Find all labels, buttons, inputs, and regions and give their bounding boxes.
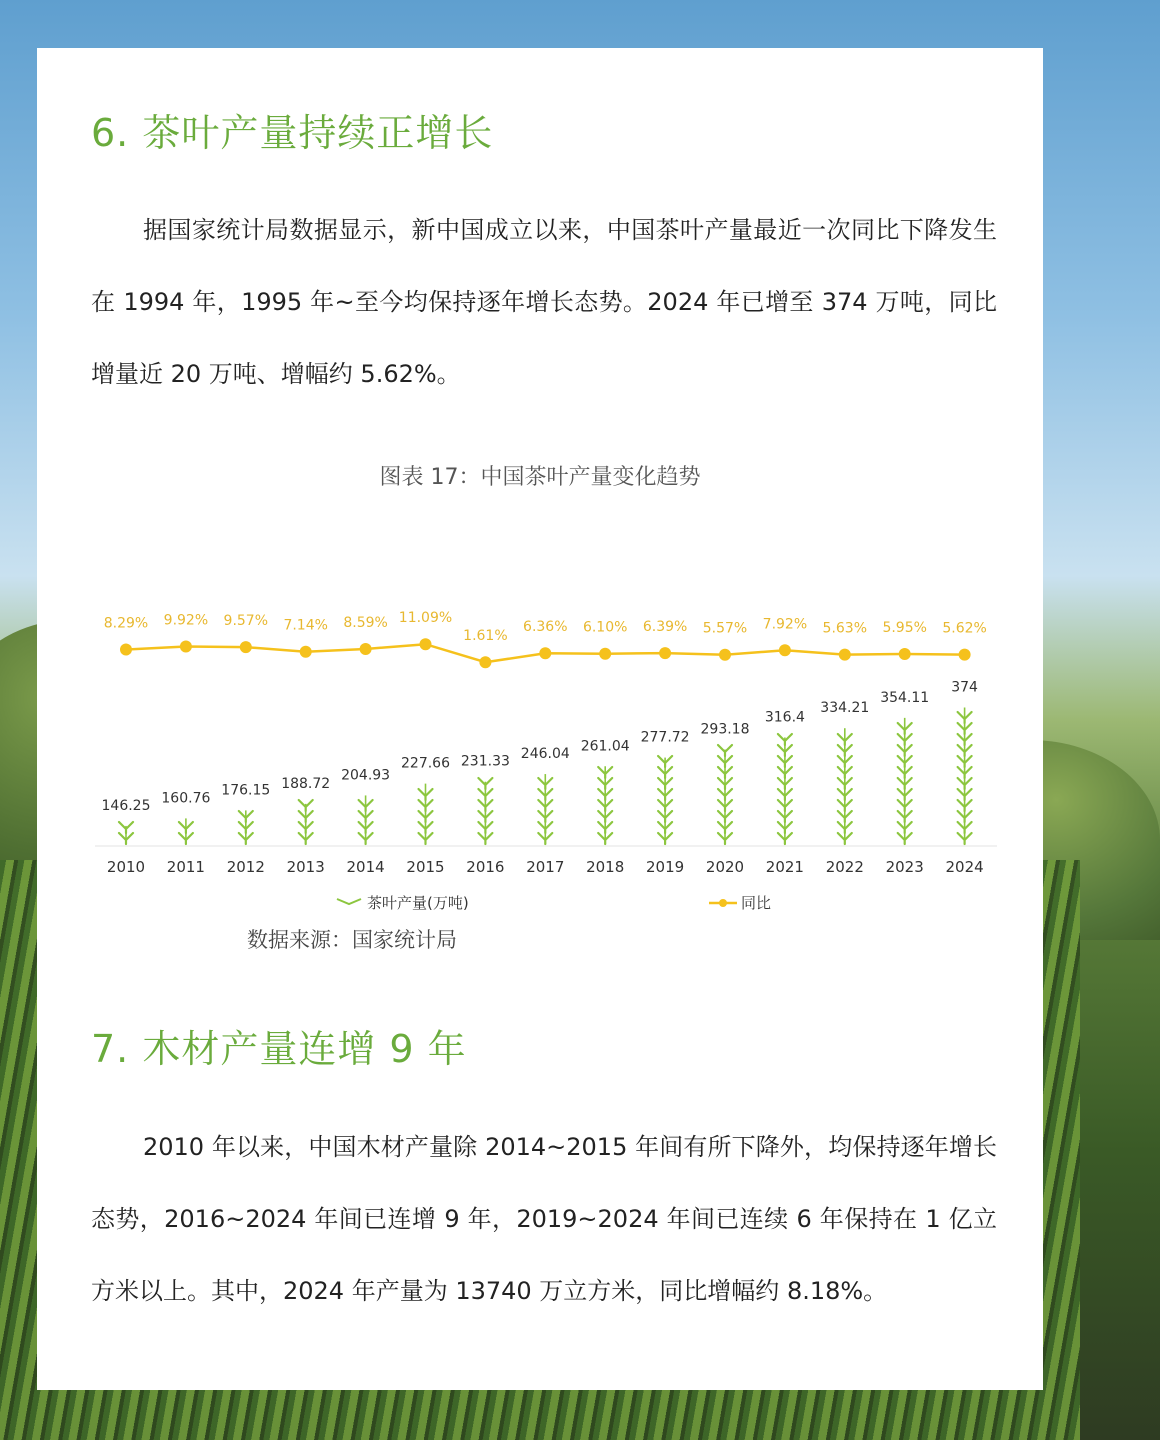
bar-value-label: 176.15 [221,782,271,799]
yoy-value-label: 11.09% [398,610,453,627]
section-6-title: 6. 茶叶产量持续正增长 [91,111,494,155]
bar-2011 [179,818,193,844]
bar-2022 [838,728,852,844]
bar-value-label: 146.25 [101,797,151,814]
x-tick-label: 2024 [945,858,984,876]
bar-value-label: 227.66 [401,755,450,772]
bar-2023 [898,718,912,844]
yoy-point [120,644,132,656]
yoy-value-label: 8.59% [343,614,388,631]
legend-label-production: 茶叶产量(万吨) [367,894,469,912]
yoy-point [719,649,731,661]
content-card [37,48,1043,1390]
yoy-value-label: 6.39% [642,619,688,636]
yoy-value-label: 7.14% [283,617,328,634]
x-tick-label: 2018 [586,858,625,876]
bar-2014 [359,795,373,844]
bar-2018 [598,766,612,844]
chart-caption: 图表 17：中国茶叶产量变化趋势 [379,465,701,490]
yoy-value-label: 1.61% [463,628,508,645]
yoy-point [300,646,312,658]
bar-value-label: 204.93 [341,767,391,784]
yoy-point [899,648,911,660]
x-tick-label: 2020 [705,858,745,876]
bar-2013 [299,800,313,844]
bar-2012 [239,810,253,844]
bar-value-label: 277.72 [640,729,690,746]
yoy-value-label: 6.36% [523,619,568,636]
x-tick-label: 2019 [646,858,685,876]
yoy-point [599,648,611,660]
yoy-value-label: 5.63% [822,620,868,637]
x-tick-label: 2021 [765,858,804,876]
bar-value-label: 246.04 [520,746,570,763]
x-tick-label: 2012 [226,858,265,876]
yoy-point [240,641,252,653]
bar-2021 [778,734,792,844]
bar-value-label: 160.76 [161,790,211,807]
bar-2010 [119,822,133,844]
bar-value-label: 293.18 [700,721,750,738]
yoy-point [779,644,791,656]
yoy-point [539,647,551,659]
bar-value-label: 334.21 [820,700,870,717]
bar-value-label: 188.72 [281,775,331,792]
x-tick-label: 2014 [346,858,385,876]
yoy-value-label: 8.29% [103,615,149,632]
section-6-paragraph: 据国家统计局数据显示，新中国成立以来，中国茶叶产量最近一次同比下降发生在 1994 年，1995 年~至今均保持逐年增长态势。2024 年已增至 374 万吨，同比增量近 20 万吨、增幅约 5.62%。 [91,216,997,388]
bar-2020 [718,745,732,844]
bar-value-label: 316.4 [764,709,805,726]
bar-value-label: 374 [951,679,978,696]
yoy-point [180,640,192,652]
legend-dot-icon [719,899,727,907]
yoy-point [959,649,971,661]
bar-2024 [958,708,972,844]
yoy-value-label: 7.92% [762,616,808,633]
x-tick-label: 2017 [526,858,565,876]
section-7-paragraph: 2010 年以来，中国木材产量除 2014~2015 年间有所下降外，均保持逐年增长态势，2016~2024 年间已连增 9 年，2019~2024 年间已连续 6 年保持在 1 亿立方米以上。其中，2024 年产量为 13740 万立方米，同比增幅约 8.18%。 [91,1133,997,1305]
yoy-point [420,638,432,650]
bar-2019 [658,756,672,844]
legend-label-yoy: 同比 [741,894,772,912]
bar-2015 [419,784,433,844]
x-tick-label: 2010 [106,858,146,876]
yoy-value-label: 5.95% [882,619,927,636]
yoy-value-label: 9.57% [223,613,269,630]
x-tick-label: 2013 [286,858,325,876]
yoy-point [479,656,491,668]
bar-value-label: 261.04 [580,738,630,755]
yoy-point [839,649,851,661]
yoy-value-label: 5.62% [942,620,987,637]
bar-value-label: 354.11 [880,689,930,706]
legend-sprout-icon [337,899,361,904]
yoy-point [659,647,671,659]
bar-2016 [478,778,492,844]
bar-2017 [538,774,552,844]
data-source: 数据来源：国家统计局 [247,928,457,952]
yoy-value-label: 9.92% [163,612,209,629]
x-tick-label: 2015 [406,858,445,876]
x-tick-label: 2022 [825,858,864,876]
x-tick-label: 2016 [466,858,505,876]
x-tick-label: 2023 [885,858,924,876]
x-tick-label: 2011 [166,858,205,876]
yoy-point [360,643,372,655]
yoy-value-label: 6.10% [582,619,628,636]
section-7-title: 7. 木材产量连增 9 年 [91,1027,467,1071]
bar-value-label: 231.33 [460,753,510,770]
tea-production-chart [37,553,1043,912]
yoy-value-label: 5.57% [702,620,748,637]
